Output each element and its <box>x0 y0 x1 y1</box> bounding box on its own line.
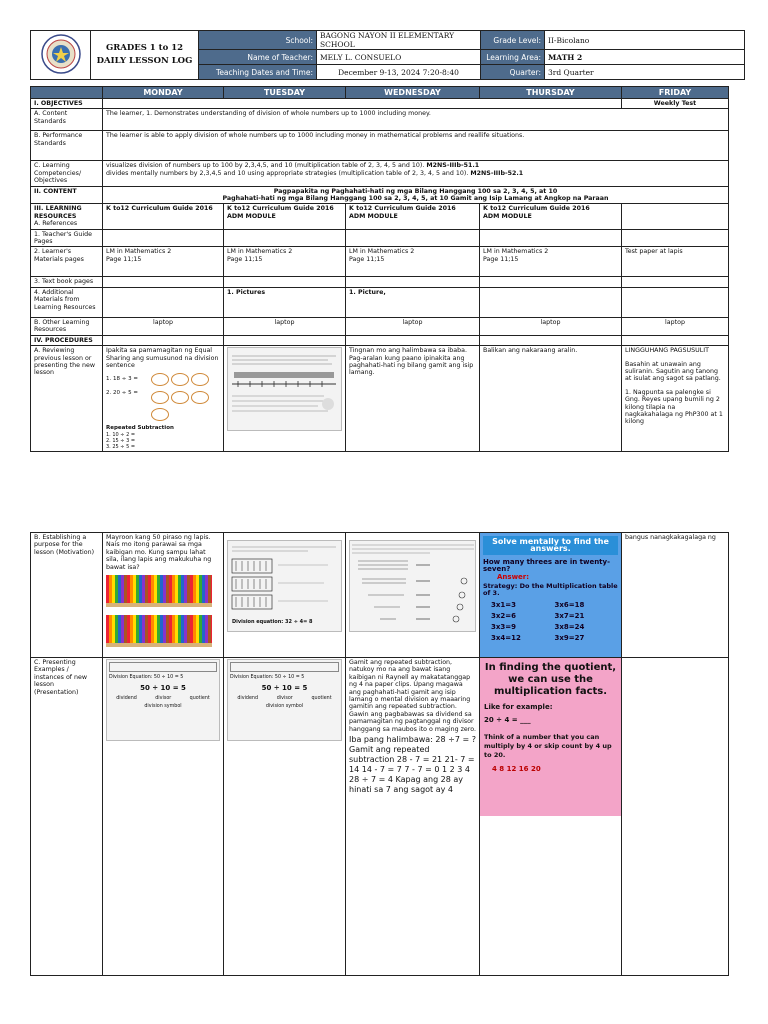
review-tuesday <box>224 346 346 452</box>
review-thursday: Balikan ang nakaraang aralin. <box>480 346 622 452</box>
tg-tue <box>224 229 346 247</box>
deped-logo-cell <box>31 31 91 80</box>
purpose-friday: bangus nanagkakagalaga ng <box>622 533 729 658</box>
present-monday <box>103 658 224 976</box>
lm-mon-title: LM in Mathematics 2 <box>106 248 172 256</box>
ref-thu-adm: ADM MODULE <box>483 212 532 220</box>
ref-tue-guide: K to12 Curriculum Guide 2016 <box>227 205 334 213</box>
purpose-thursday <box>480 533 622 658</box>
thu-card-answer: Answer: <box>497 572 530 581</box>
teacher-label: Name of Teacher: <box>199 50 317 65</box>
deped-seal-icon <box>41 34 81 74</box>
mon-sub-2: 2. 15 ÷ 3 = <box>106 437 136 444</box>
pencils-image <box>106 575 212 607</box>
review-monday <box>103 346 224 452</box>
repeated-sub-icon <box>350 541 476 629</box>
thu-card-title: Solve mentally to find the answers. <box>483 536 618 555</box>
quarter-value: 3rd Quarter <box>545 65 745 80</box>
number-line-icon <box>228 348 340 428</box>
present-thursday <box>480 658 622 976</box>
present-wed-text: Gamit ang repeated subtraction, natukoy mo na ang bawat isang kaibigan ni Raynell ay makatatanggap ng 4 na paper clips. Upang magawa ang paghahati-hati gamit ang isip lamang o mental division ay maaaring gamitin ang repeated subtraction. Gawin ang pagbabawas sa dividend sa pamamagitan ng pagtanggal ng divisor hanggang sa maubos ito o maging zero. <box>349 659 476 733</box>
add-wed: 1. Picture, <box>346 287 480 317</box>
resources-title: III. LEARNING RESOURCES <box>34 205 82 220</box>
paperclip-groups-icon <box>228 541 340 629</box>
lm-thu-page: Page 11;15 <box>483 255 519 263</box>
review-friday <box>622 346 729 452</box>
lm-wed-page: Page 11;15 <box>349 255 385 263</box>
add-mon <box>103 287 224 317</box>
mult-fact: 3x4=12 <box>491 633 521 642</box>
pencils-image-2 <box>106 615 212 647</box>
thu-card-question: How many threes are in twenty-seven? <box>483 557 610 574</box>
thu-quotient-think: Think of a number that you can multiply by 4 or skip count by 4 up to 20. <box>484 732 612 759</box>
present-friday <box>622 658 729 976</box>
competency-code-1: M2NS-IIIb-51.1 <box>426 162 480 170</box>
thu-quotient-title: In finding the quotient, we can use the multiplication facts. <box>484 662 617 697</box>
review-wednesday: Tingnan mo ang halimbawa sa ibaba. Pag-aralan kung paano ipinakita ang paghahati-hati ng bilang gamit ang isip lamang. <box>346 346 480 452</box>
competency-code-2: M2NS-IIIb-52.1 <box>470 169 524 177</box>
competency-1: visualizes division of numbers up to 100 by 2,3,4,5, and 10 (multiplication table of 2, 3, 4, 5 and 10). <box>106 162 425 170</box>
division-parts-image-mon <box>106 659 220 741</box>
lm-tue <box>224 247 346 277</box>
add-thu <box>480 287 622 317</box>
mult-fact: 3x7=21 <box>554 611 585 620</box>
lm-wed <box>346 247 480 277</box>
mult-fact: 3x8=24 <box>554 622 585 631</box>
lm-mon-page: Page 11;15 <box>106 255 142 263</box>
present-label: C. Presenting Examples / instances of new lesson (Presentation) <box>31 658 103 976</box>
tue-division-eq: Division equation: 32 ÷ 4= 8 <box>232 619 313 625</box>
header-table <box>30 30 745 80</box>
weekly-test: Weekly Test <box>622 99 729 109</box>
present-tuesday <box>224 658 346 976</box>
thu-card-strategy: Strategy: Do the Multiplication table of 3. <box>483 582 618 598</box>
thursday-multiplication-card <box>480 533 621 657</box>
review-mon-items <box>106 372 150 424</box>
title-line-2: DAILY LESSON LOG <box>96 56 193 66</box>
ref-tue-adm: ADM MODULE <box>227 212 276 220</box>
mon-sub-1: 1. 10 ÷ 2 = <box>106 431 136 438</box>
ref-monday: K to12 Curriculum Guide 2016 <box>103 204 224 229</box>
review-label: A. Reviewing previous lesson or presenting the new lesson <box>31 346 103 452</box>
purpose-mon-text: Mayroon kang 50 piraso ng lapis. Nais mo itong parawai sa mga kaibigan mo. Kung sampu lahat sila, ilang lapis ang makukuha ng bawat isa? <box>106 534 212 571</box>
repeated-sub-title: Repeated Subtraction <box>106 424 174 431</box>
grade-label: Grade Level: <box>481 31 545 50</box>
additional-label: 4. Additional Materials from Learning Resources <box>31 287 103 317</box>
ref-thursday <box>480 204 622 229</box>
day-header-blank <box>31 87 103 99</box>
ref-tuesday <box>224 204 346 229</box>
mult-fact: 3x9=27 <box>554 633 585 642</box>
lm-label: 2. Learner's Materials pages <box>31 247 103 277</box>
mon-item-1: 1. 18 ÷ 3 = <box>106 376 138 383</box>
procedures-label: IV. PROCEDURES <box>31 335 103 345</box>
area-label: Learning Area: <box>481 50 545 65</box>
fri-test-p1: Basahin at unawain ang suliranin. Sagutin ang tanong at isulat ang sagot sa patlang. <box>625 360 721 383</box>
lm-mon <box>103 247 224 277</box>
textbook-label: 3. Text book pages <box>31 277 103 287</box>
mult-fact: 3x3=9 <box>491 622 516 631</box>
proc-wed <box>346 335 480 345</box>
tg-wed <box>346 229 480 247</box>
label-dividend: dividend <box>237 696 259 702</box>
lesson-table-continued <box>30 532 729 976</box>
purpose-monday <box>103 533 224 658</box>
ref-friday <box>622 204 729 229</box>
log-title <box>91 31 199 80</box>
proc-thu <box>480 335 622 345</box>
day-header-thursday: THURSDAY <box>480 87 622 99</box>
label-quotient: quotient <box>311 696 332 702</box>
tb-wed <box>346 277 480 287</box>
add-fri <box>622 287 729 317</box>
grade-value: II-Bicolano <box>545 31 745 50</box>
school-value: BAGONG NAYON II ELEMENTARY SCHOOL <box>317 31 481 50</box>
mon-sample-eq: Division Equation: 50 ÷ 10 = 5 <box>109 674 184 680</box>
day-header-monday: MONDAY <box>103 87 224 99</box>
tb-thu <box>480 277 622 287</box>
add-tue: 1. Pictures <box>224 287 346 317</box>
competencies-label: C. Learning Competencies/ Objectives <box>31 161 103 186</box>
lm-thu-title: LM in Mathematics 2 <box>483 248 549 256</box>
tb-fri <box>622 277 729 287</box>
teacher-value: MELY L. CONSUELO <box>317 50 481 65</box>
label-divisor: divisor <box>276 696 293 702</box>
tg-fri <box>622 229 729 247</box>
perf-std: The learner is able to apply division of whole numbers up to 1000 including money in mathematical problems and reallife situations. <box>103 131 729 161</box>
tg-thu <box>480 229 622 247</box>
ref-wed-guide: K to12 Curriculum Guide 2016 <box>349 205 456 213</box>
purpose-label: B. Establishing a purpose for the lesson (Motivation) <box>31 533 103 658</box>
proc-fri <box>622 335 729 345</box>
other-wed: laptop <box>346 317 480 335</box>
quarter-label: Quarter: <box>481 65 545 80</box>
thursday-quotient-card <box>480 658 621 816</box>
present-wed-example: Iba pang halimbawa: 28 ÷7 = ? Gamit ang repeated subtraction 28 - 7 = 21 21- 7 = 14 14 - 7 = 7 7 - 7 = 0 1 2 3 4 28 ÷ 7 = 4 Kapag ang 28 ay hinati sa 7 ang sagot ay 4 <box>349 735 476 795</box>
lm-tue-page: Page 11;15 <box>227 255 263 263</box>
proc-tue <box>224 335 346 345</box>
lm-tue-title: LM in Mathematics 2 <box>227 248 293 256</box>
content <box>103 186 729 204</box>
other-tue: laptop <box>224 317 346 335</box>
label-quotient: quotient <box>189 696 210 702</box>
area-value: MATH 2 <box>545 50 745 65</box>
day-header-tuesday: TUESDAY <box>224 87 346 99</box>
proc-mon <box>103 335 224 345</box>
tue-sample-eq: Division Equation: 50 ÷ 10 = 5 <box>230 674 305 680</box>
present-wednesday <box>346 658 480 976</box>
lesson-table <box>30 86 729 452</box>
mon-division-labels <box>107 695 219 702</box>
other-mon: laptop <box>103 317 224 335</box>
references-label: A. References <box>34 220 78 228</box>
thu-skip-count: 4 8 12 16 20 <box>492 764 541 773</box>
tue-division-note <box>230 662 339 672</box>
repeated-sub-items <box>106 432 220 450</box>
fri-test-p2: 1. Nagpunta sa palengke si Gng. Reyes upang bumili ng 2 kilong tilapia na nagkakahalaga ng PhP300 at 1 kilong <box>625 388 723 426</box>
label-dividend: dividend <box>116 696 137 702</box>
content-std: The learner, 1. Demonstrates understanding of division of whole numbers up to 1000 including money. <box>103 109 729 131</box>
repeated-sub-image <box>349 540 476 632</box>
mult-fact: 3x6=18 <box>554 600 585 609</box>
objectives-empty <box>103 99 622 109</box>
mon-sub-3: 3. 25 ÷ 5 = <box>106 443 136 450</box>
review-mon-text: Ipakita sa pamamagitan ng Equal Sharing ang sumusunod na division sentence <box>106 347 219 369</box>
purpose-wednesday <box>346 533 480 658</box>
label-divisor: divisor <box>155 696 172 702</box>
mult-fact: 3x2=6 <box>491 611 516 620</box>
content-line-2: Paghahati-hati ng mga Bilang Hanggang 100 sa 2, 3, 4, 5, at 10 Gamit ang Isip Lamang at Angkop na Paraan <box>222 195 609 203</box>
tue-division-labels <box>228 695 341 702</box>
other-thu: laptop <box>480 317 622 335</box>
paperclip-groups-image <box>227 540 342 632</box>
tg-label: 1. Teacher's Guide Pages <box>31 229 103 247</box>
content-std-label: A. Content Standards <box>31 109 103 131</box>
mult-fact: 3x1=3 <box>491 600 516 609</box>
resources-label <box>31 204 103 229</box>
ref-wednesday <box>346 204 480 229</box>
dates-label: Teaching Dates and Time: <box>199 65 317 80</box>
competency-2: divides mentally numbers by 2,3,4,5 and 10 using appropriate strategies (multiplication table of 2, 3, 4, 5 and 10). <box>106 169 469 177</box>
division-parts-image-tue <box>227 659 342 741</box>
title-line-1: GRADES 1 to 12 <box>105 43 184 53</box>
day-header-wednesday: WEDNESDAY <box>346 87 480 99</box>
tb-mon <box>103 277 224 287</box>
mult-table <box>491 600 618 644</box>
tg-mon <box>103 229 224 247</box>
ref-wed-adm: ADM MODULE <box>349 212 398 220</box>
mon-item-2: 2. 20 ÷ 5 = <box>106 390 138 397</box>
ovals-graphic <box>150 372 220 424</box>
mon-division-note <box>109 662 217 672</box>
lm-wed-title: LM in Mathematics 2 <box>349 248 415 256</box>
perf-std-label: B. Performance Standards <box>31 131 103 161</box>
review-mon-body <box>106 372 220 424</box>
label-division-symbol: division symbol <box>265 703 304 709</box>
thu-quotient-like: Like for example: <box>484 703 553 711</box>
mon-division-eq: 50 ÷ 10 = 5 <box>140 683 186 692</box>
purpose-tuesday <box>224 533 346 658</box>
ref-thu-guide: K to12 Curriculum Guide 2016 <box>483 205 590 213</box>
thu-quotient-eq: 20 ÷ 4 = ___ <box>484 716 531 725</box>
number-line-image <box>227 347 342 431</box>
other-label: B. Other Learning Resources <box>31 317 103 335</box>
lm-fri: Test paper at lapis <box>622 247 729 277</box>
day-header-friday: FRIDAY <box>622 87 729 99</box>
lm-thu <box>480 247 622 277</box>
competencies <box>103 161 729 186</box>
fri-test-title: LINGGUHANG PAGSUSULIT <box>625 347 709 355</box>
dates-value: December 9-13, 2024 7:20-8:40 <box>317 65 481 80</box>
school-label: School: <box>199 31 317 50</box>
content-line-1: Pagpapakita ng Paghahati-hati ng mga Bilang Hanggang 100 sa 2, 3, 4, 5, at 10 <box>273 187 558 195</box>
tb-tue <box>224 277 346 287</box>
objectives-label: I. OBJECTIVES <box>31 99 103 109</box>
tue-division-eq: 50 ÷ 10 = 5 <box>261 683 308 692</box>
content-label: II. CONTENT <box>31 186 103 204</box>
other-fri: laptop <box>622 317 729 335</box>
label-division-symbol: division symbol <box>144 703 182 709</box>
